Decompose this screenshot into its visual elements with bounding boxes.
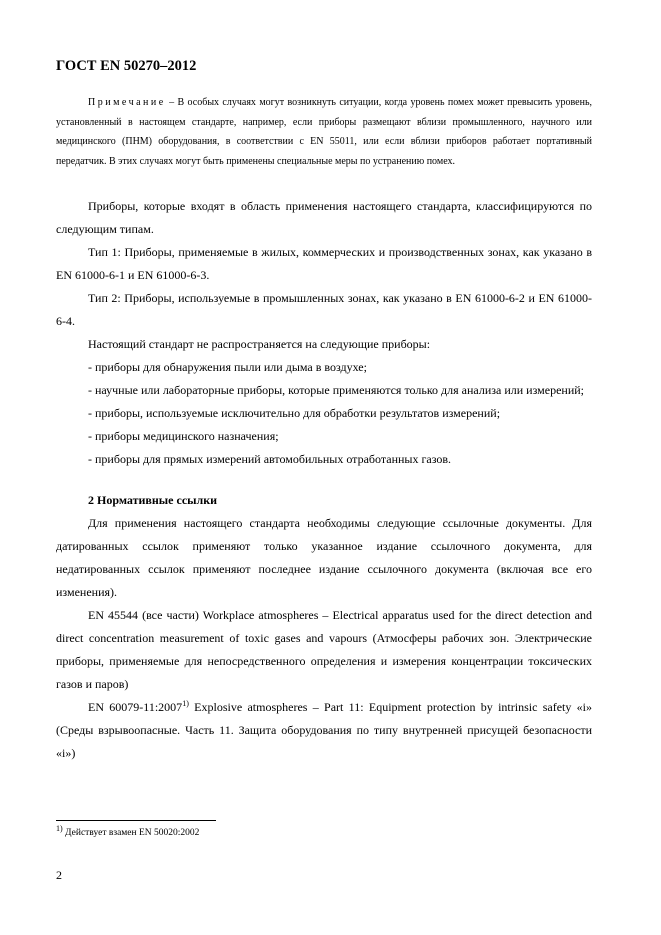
reference-id: EN 60079-11:2007	[88, 700, 183, 714]
footnote	[56, 823, 200, 840]
note-paragraph	[56, 93, 592, 171]
body-paragraph-exclusions: Настоящий стандарт не распространяется на следующие приборы:	[88, 337, 431, 351]
list-item: - приборы, используемые исключительно для обработки результатов измерений;	[88, 406, 501, 420]
note-label: Примечание	[88, 97, 166, 108]
body-paragraph-type2: Тип 2: Приборы, используемые в промышленных зонах, как указано в EN 61000-6-2 и EN 61000-6-4.	[56, 291, 592, 328]
section-paragraph-en60079	[56, 696, 592, 765]
list-item: - научные или лабораторные приборы, которые применяются только для анализа или измерений;	[88, 383, 584, 397]
footnote-separator	[56, 820, 216, 821]
page-header-standard-id: ГОСТ EN 50270–2012	[56, 58, 197, 74]
list-item: - приборы медицинского назначения;	[88, 429, 279, 443]
reference-text: Explosive atmospheres – Part 11: Equipment protection by intrinsic safety «i» (Среды взрывоопасные. Часть 11. Защита оборудования по типу внутренней присущей безопасности «i»)	[56, 700, 592, 760]
section-paragraph-en45544: EN 45544 (все части) Workplace atmospheres – Electrical apparatus used for the direct detection and direct concentration measurement of toxic gases and vapours (Атмосферы рабочих зон. Электрические приборы, применяемые для непосредственного определения и измерения концентрации токсических газов и паров)	[56, 608, 592, 691]
body-paragraph-1: Приборы, которые входят в область применения настоящего стандарта, классифицируются по следующим типам.	[56, 199, 592, 236]
footnote-text: Действует взамен EN 50020:2002	[62, 828, 200, 838]
section-paragraph-1: Для применения настоящего стандарта необходимы следующие ссылочные документы. Для датированных ссылок применяют только указанное издание ссылочного документа, для недатированных ссылок применяют последнее издание ссылочного документа (включая все его изменения).	[56, 516, 592, 599]
note-text: – В особых случаях могут возникнуть ситуации, когда уровень помех может превысить уровень, установленный в настоящем стандарте, например, если приборы размещают вблизи промышленного, научного или медицинского (ПНМ) оборудования, в соответствии с EN 55011, или если вблизи приборов работает портативный передатчик. В этих случаях могут быть применены специальные меры по устранению помех.	[56, 97, 592, 167]
body-paragraph-type1: Тип 1: Приборы, применяемые в жилых, коммерческих и производственных зонах, как указано в EN 61000-6-1 и EN 61000-6-3.	[56, 245, 592, 282]
section-heading: 2 Нормативные ссылки	[88, 493, 218, 507]
list-item: - приборы для обнаружения пыли или дыма в воздухе;	[88, 360, 367, 374]
footnote-marker: 1)	[56, 823, 63, 833]
page-number: 2	[56, 868, 62, 882]
section-spacer	[56, 471, 592, 489]
footnote-marker: 1)	[182, 699, 189, 708]
list-item: - приборы для прямых измерений автомобильных отработанных газов.	[88, 452, 452, 466]
main-body	[56, 195, 592, 765]
